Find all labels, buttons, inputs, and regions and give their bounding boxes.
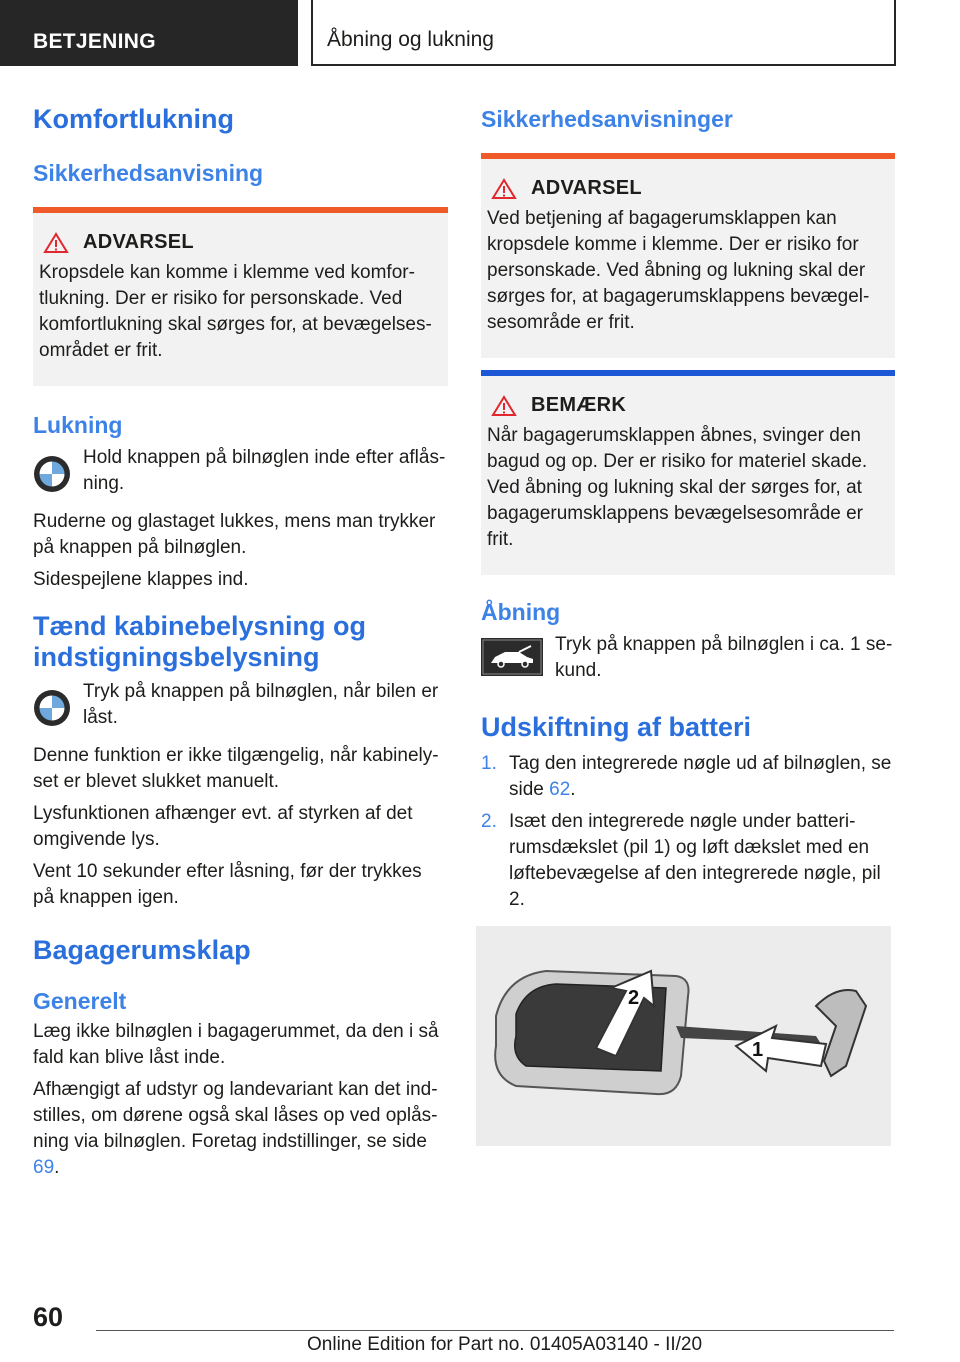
page-header (0, 0, 960, 66)
taend-instruction: Tryk på knappen på bilnøglen, når bilen er låst. (83, 681, 439, 729)
list-item: 2. Isæt den integrerede nøgle under batterirumsdækslet (pil 1) og løft dækslet med en løftebevægelse af den integrerede nøgle, pil 2. (481, 811, 881, 911)
heading-lukning: Lukning (33, 412, 123, 439)
paragraph-afhaengigt: Afhængigt af udstyr og landevariant kan det indstilles, om dørene også skal låses op ved oplåsning via bilnøglen. Foretag indstillinger, se side 69. (33, 1079, 438, 1179)
warning-label: ADVARSEL (531, 177, 642, 199)
notice-triangle-icon (491, 395, 517, 417)
warning-triangle-icon (43, 232, 69, 254)
heading-bagagerumsklap: Bagagerumsklap (33, 935, 251, 966)
footer-edition: Online Edition for Part no. 01405A03140 - II/20 (307, 1334, 703, 1355)
page-link-69[interactable]: 69 (33, 1157, 55, 1179)
footer-divider (96, 1330, 894, 1331)
bmw-key-icon (33, 689, 71, 727)
list-item: 1. Tag den integrerede nøgle ud af bilnøglen, se side 62. (481, 753, 892, 801)
warning-text: Kropsdele kan komme i klemme ved komfortlukning. Der er risiko for personskade. Ved komfortlukning skal sørges for, at bevægelsesområdet er frit. (39, 262, 432, 362)
note-label: BEMÆRK (531, 394, 627, 416)
heading-udskiftning-batteri: Udskiftning af batteri (481, 712, 752, 742)
warning-triangle-icon (491, 178, 517, 200)
section-tab: BETJENING (0, 0, 298, 66)
key-illustration (476, 926, 891, 1146)
svg-text:2: 2 (628, 987, 640, 1009)
heading-generelt: Generelt (33, 988, 127, 1015)
svg-text:1: 1 (752, 1039, 764, 1061)
warning-text: Ved betjening af bagagerumsklappen kan kropsdele komme i klemme. Der er risiko for personskade. Ved åbning og lukning skal der sørges for, at bagagerumsklappens bevægelsesområde er frit. (487, 208, 870, 333)
bmw-key-icon (33, 455, 71, 493)
right-column (481, 96, 896, 919)
aabning-instruction: Tryk på knappen på bilnøglen i ca. 1 sekund. (555, 634, 893, 681)
tailgate-button-icon (481, 638, 543, 676)
note-text: Når bagagerumsklappen åbnes, svinger den bagud og op. Der er risiko for materiel skade. Ved åbning og lukning skal der sørges for, at bagagerumsklappens bevægelsesområde er frit. (487, 425, 868, 550)
paragraph-lysfunktion: Lysfunktionen afhænger evt. af styrken af det omgivende lys. (33, 803, 413, 851)
lukning-instruction: Hold knappen på bilnøglen inde efter aflåsning. (83, 447, 446, 495)
key-battery-figure (476, 926, 891, 1146)
battery-steps-list (481, 751, 896, 913)
page-number: 60 (33, 1302, 64, 1332)
paragraph-ruder: Ruderne og glastaget lukkes, mens man trykker på knappen på bilnøglen. (33, 511, 436, 559)
page-link-62[interactable]: 62 (549, 779, 571, 801)
heading-aabning: Åbning (481, 599, 561, 625)
chapter-title: Åbning og lukning (311, 0, 896, 66)
heading-komfortlukning: Komfortlukning (33, 104, 234, 134)
paragraph-vent: Vent 10 sekunder efter låsning, før der trykkes på knappen igen. (33, 861, 422, 909)
warning-box (481, 153, 895, 358)
paragraph-laeg-ikke: Læg ikke bilnøglen i bagagerummet, da den i så fald kan blive låst inde. (33, 1021, 439, 1069)
warning-label: ADVARSEL (83, 231, 194, 254)
heading-taend-kabinebelysning: Tænd kabinebelysning og indstigningsbelysning (33, 611, 367, 673)
note-box (481, 370, 895, 575)
heading-sikkerhedsanvisning: Sikkerhedsanvisning (33, 160, 264, 187)
paragraph-funktion: Denne funktion er ikke tilgængelig, når kabinelyset er blevet slukket manuelt. (33, 745, 439, 793)
warning-box (33, 207, 448, 386)
heading-sikkerhedsanvisninger: Sikkerhedsanvisninger (481, 106, 733, 132)
paragraph-sidespejle: Sidespejlene klappes ind. (33, 569, 249, 591)
left-column (33, 96, 448, 1181)
